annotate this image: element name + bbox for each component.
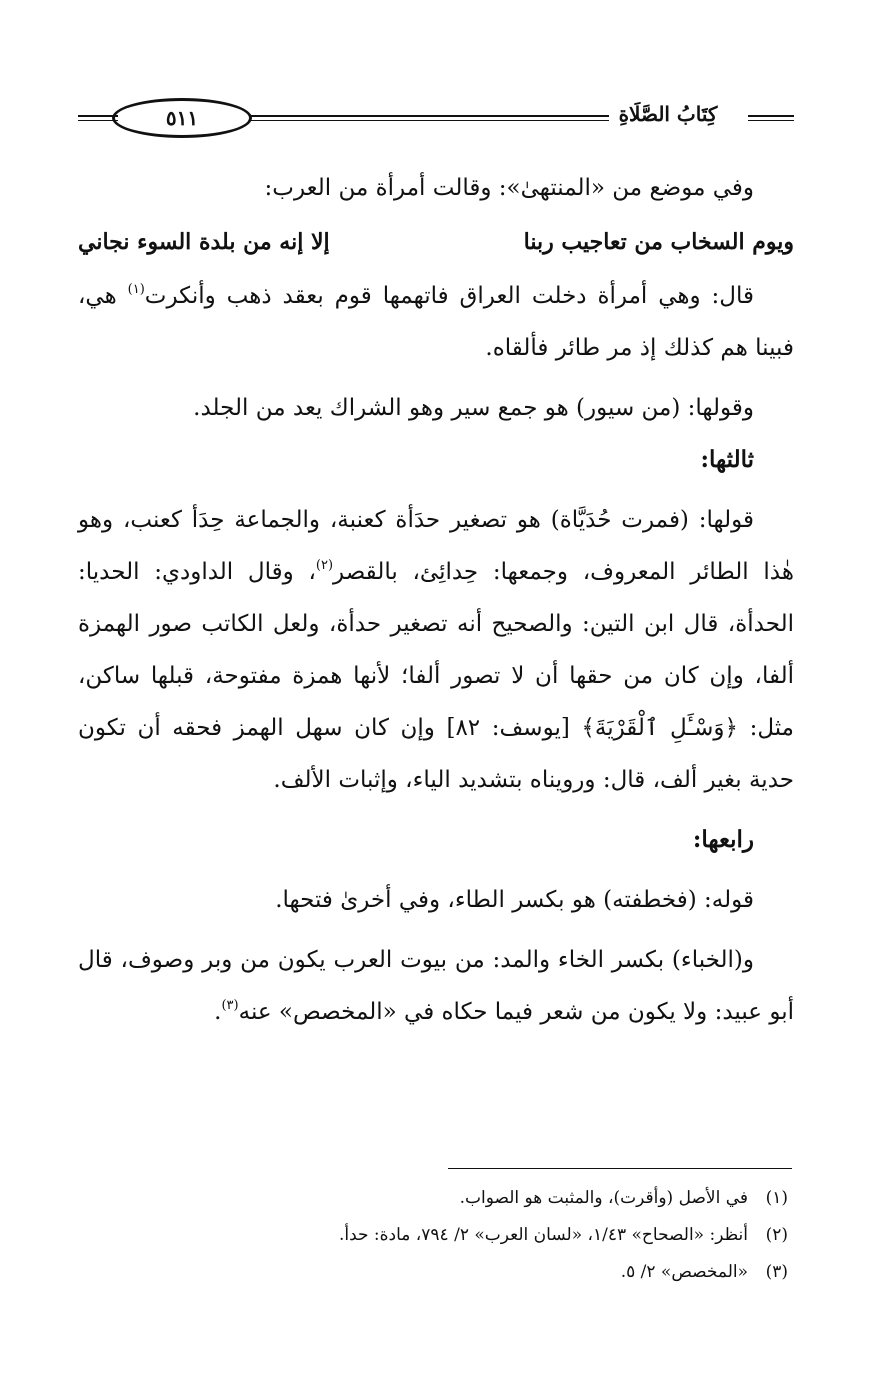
paragraph-6 — [78, 934, 794, 1038]
footnote-3 — [78, 1254, 794, 1291]
footnote-ref-3: (٣) — [221, 998, 239, 1013]
paragraph-4-text: قولها: (فمرت حُدَيَّاة) هو تصغير حدَأة كعنبة، والجماعة حِدَأ كعنب، وهو هٰذا الطائر المعروف، وجمعها: حِدائِئ، بالقصر — [78, 507, 794, 585]
paragraph-6-text: و(الخباء) بكسر الخاء والمد: من بيوت العرب يكون من وبر وصوف، قال أبو عبيد: ولا يكون من شعر فيما حكاه في «المخصص» عنه — [78, 947, 794, 1025]
main-text — [78, 162, 794, 1038]
paragraph-2-text: قال: وهي أمرأة دخلت العراق فاتهمها قوم بعقد ذهب وأنكرت — [144, 283, 754, 309]
footnote-number: (٢) — [765, 1225, 788, 1245]
page-header — [78, 96, 794, 156]
page-number: ٥١١ — [112, 98, 252, 138]
footnote-1 — [78, 1180, 794, 1217]
paragraph-1: وفي موضع من «المنتهىٰ»: وقالت أمرأة من العرب: — [264, 175, 754, 201]
poetry-verse — [78, 216, 794, 268]
footnote-text: في الأصل (وأقرت)، والمثبت هو الصواب. — [459, 1188, 748, 1208]
section-heading-4: رابعها: — [692, 826, 754, 853]
footnote-separator — [448, 1168, 792, 1169]
paragraph-4-text-cont: ، وقال الداودي: الحديا: الحدأة، قال ابن التين: والصحيح أنه تصغير حدأة، ولعل الكاتب صور الهمزة ألفا، وإن كان من حقها أن لا تصور ألفا؛ لأنها همزة مفتوحة، قبلها ساكن، مثل: ﴿وَسْـَٔلِ ٱلْقَرْيَةَ﴾ [يوسف: ٨٢] وإن كان سهل الهمز فحقه أن تكون حدية بغير ألف، قال: ورويناه بتشديد الياء، وإثبات الألف. — [78, 559, 794, 793]
footnote-ref-2: (٢) — [315, 558, 334, 573]
header-rule-right — [748, 115, 794, 121]
paragraph-2-text-cont: هي، فبينا هم كذلك إذ مر طائر فألقاه. — [78, 283, 794, 361]
footnote-ref-1: (١) — [127, 282, 145, 297]
footnotes — [78, 1180, 794, 1291]
footnote-text: أنظر: «الصحاح» ١/٤٣، «لسان العرب» ٢/ ٧٩٤، مادة: حدأ. — [338, 1225, 748, 1245]
paragraph-6-text-cont: . — [214, 999, 222, 1025]
paragraph-4 — [78, 494, 794, 806]
footnote-number: (٣) — [765, 1262, 788, 1282]
paragraph-5: قوله: (فخطفته) هو بكسر الطاء، وفي أخرىٰ فتحها. — [275, 887, 754, 913]
footnote-text: «المخصص» ٢/ ٥. — [620, 1262, 748, 1282]
verse-first-hemistich: ويوم السخاب من تعاجيب ربنا — [523, 229, 794, 255]
paragraph-2 — [78, 270, 794, 374]
running-title: كِتَابُ الصَّلَاةِ — [618, 102, 718, 126]
verse-second-hemistich: إلا إنه من بلدة السوء نجاني — [78, 229, 330, 255]
footnote-2 — [78, 1217, 794, 1254]
paragraph-3: وقولها: (من سيور) هو جمع سير وهو الشراك يعد من الجلد. — [193, 395, 754, 421]
section-heading-3: ثالثها: — [700, 446, 754, 473]
header-rule-main — [250, 115, 609, 121]
footnote-number: (١) — [765, 1188, 788, 1208]
